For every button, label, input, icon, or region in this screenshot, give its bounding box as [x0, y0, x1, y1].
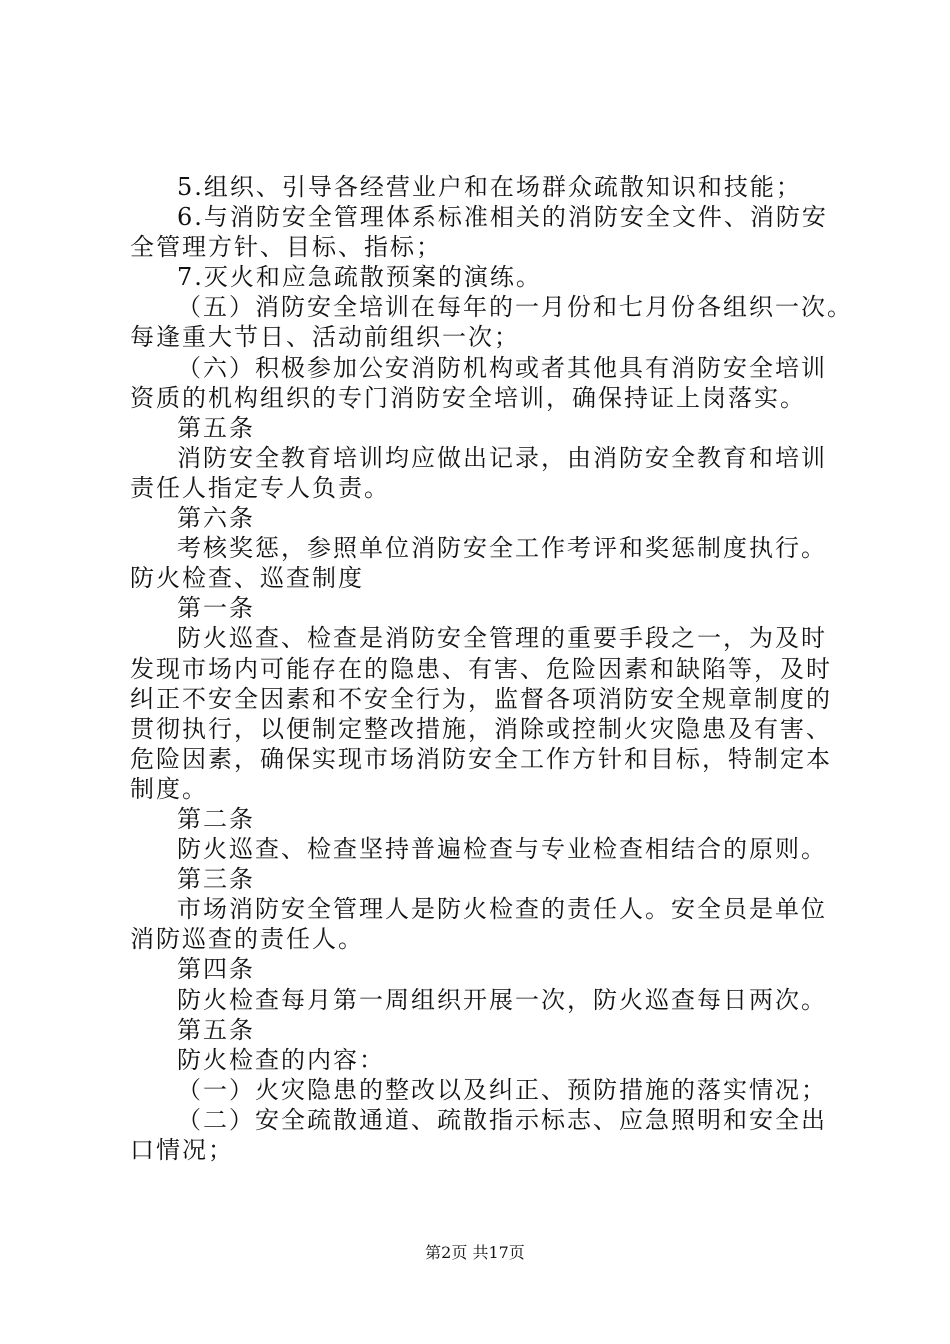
- text-line: （一）火灾隐患的整改以及纠正、预防措施的落实情况；: [177, 1075, 827, 1104]
- text-line: 危险因素，确保实现市场消防安全工作方针和目标，特制定本: [130, 744, 832, 773]
- text-line: 消防安全教育培训均应做出记录，由消防安全教育和培训: [177, 443, 827, 472]
- text-line: 6.与消防安全管理体系标准相关的消防安全文件、消防安: [177, 203, 828, 232]
- text-line: 第一条: [177, 594, 255, 623]
- text-line: 市场消防安全管理人是防火检查的责任人。安全员是单位: [177, 895, 827, 924]
- text-line: 每逢重大节日、活动前组织一次；: [130, 323, 520, 352]
- text-line: 防火检查的内容：: [177, 1045, 385, 1074]
- text-line: 5.组织、引导各经营业户和在场群众疏散知识和技能；: [177, 173, 802, 201]
- text-line: 制度。: [130, 774, 208, 803]
- text-line: 第六条: [177, 504, 255, 533]
- text-line: 第五条: [177, 413, 255, 442]
- page-footer: 第2页 共17页: [425, 1243, 525, 1262]
- text-line: 第四条: [177, 955, 255, 984]
- document-body: [130, 172, 853, 1165]
- text-line: 全管理方针、目标、指标；: [130, 233, 442, 262]
- text-line: 考核奖惩，参照单位消防安全工作考评和奖惩制度执行。: [177, 534, 827, 563]
- text-line: 防火检查、巡查制度: [130, 564, 364, 593]
- text-line: （二）安全疏散通道、疏散指示标志、应急照明和安全出: [177, 1105, 827, 1134]
- text-line: 贯彻执行，以便制定整改措施，消除或控制火灾隐患及有害、: [130, 714, 832, 743]
- text-line: 第二条: [177, 804, 255, 833]
- text-line: 发现市场内可能存在的隐患、有害、危险因素和缺陷等，及时: [130, 654, 832, 683]
- text-line: （五）消防安全培训在每年的一月份和七月份各组织一次。: [177, 293, 853, 322]
- text-line: 第三条: [177, 865, 255, 894]
- text-line: 防火巡查、检查坚持普遍检查与专业检查相结合的原则。: [177, 835, 827, 864]
- text-line: 责任人指定专人负责。: [130, 473, 390, 502]
- text-line: 消防巡查的责任人。: [130, 925, 364, 954]
- text-line: 资质的机构组织的专门消防安全培训，确保持证上岗落实。: [130, 383, 806, 412]
- text-line: 纠正不安全因素和不安全行为，监督各项消防安全规章制度的: [130, 684, 832, 713]
- text-line: 防火检查每月第一周组织开展一次，防火巡查每日两次。: [177, 985, 827, 1014]
- text-line: 防火巡查、检查是消防安全管理的重要手段之一，为及时: [177, 624, 827, 653]
- text-line: 第五条: [177, 1015, 255, 1044]
- text-line: 7.灭火和应急疏散预案的演练。: [177, 263, 542, 292]
- text-line: （六）积极参加公安消防机构或者其他具有消防安全培训: [177, 353, 827, 382]
- text-line: 口情况；: [130, 1136, 234, 1164]
